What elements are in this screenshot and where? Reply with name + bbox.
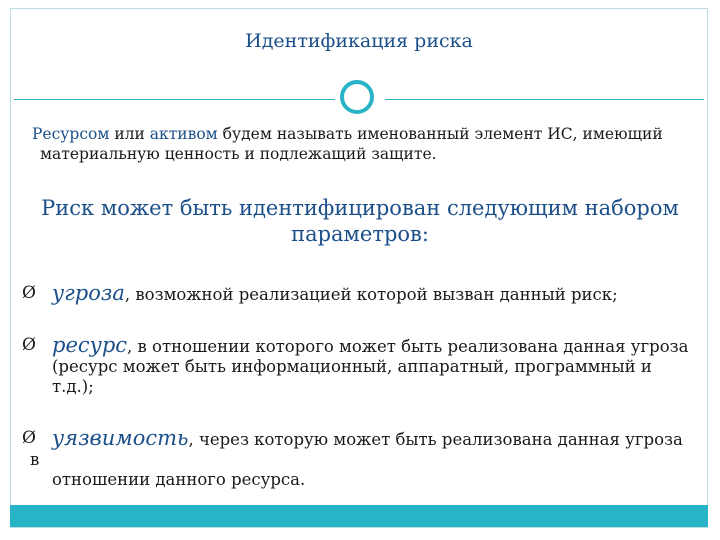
item-text-continued: отношении данного ресурса. <box>52 470 306 489</box>
list-item <box>22 333 690 397</box>
arrow-bullet-icon: Ø <box>22 283 36 303</box>
item-text: , через которую может быть реализована данная угроза в <box>30 430 683 469</box>
intro-rest: будем называть именованный элемент ИС, имеющий <box>217 125 663 143</box>
divider-line-left <box>14 99 335 100</box>
intro-line-2: материальную ценность и подлежащий защите. <box>40 145 437 163</box>
parameters-heading <box>30 195 690 247</box>
intro-line-1 <box>32 124 690 144</box>
item-term: угроза <box>52 281 125 305</box>
footer-bar <box>10 505 708 527</box>
item-text: , возможной реализацией которой вызван данный риск; <box>124 285 618 304</box>
list-item <box>22 426 690 490</box>
item-text: , в отношении которого может быть реализована данная угроза <box>127 337 689 356</box>
arrow-bullet-icon: Ø <box>22 428 36 448</box>
item-term: ресурс <box>52 333 128 357</box>
list-item <box>22 281 690 305</box>
slide-title: Идентификация риска <box>245 30 473 52</box>
circle-ornament-icon <box>340 80 374 114</box>
intro-or: или <box>109 125 150 143</box>
keyword-asset: активом <box>149 125 218 143</box>
divider-line-right <box>385 99 704 100</box>
item-term: уязвимость <box>52 426 189 450</box>
item-text-continued: (ресурс может быть информационный, аппаратный, программный и <box>52 357 652 376</box>
arrow-bullet-icon: Ø <box>22 335 36 355</box>
keyword-resource: Ресурсом <box>32 125 110 143</box>
item-text-continued: т.д.); <box>52 377 94 396</box>
intro-paragraph <box>32 124 690 164</box>
heading-line-1: Риск может быть идентифицирован следующим набором <box>41 196 679 220</box>
heading-line-2: параметров: <box>291 222 429 246</box>
